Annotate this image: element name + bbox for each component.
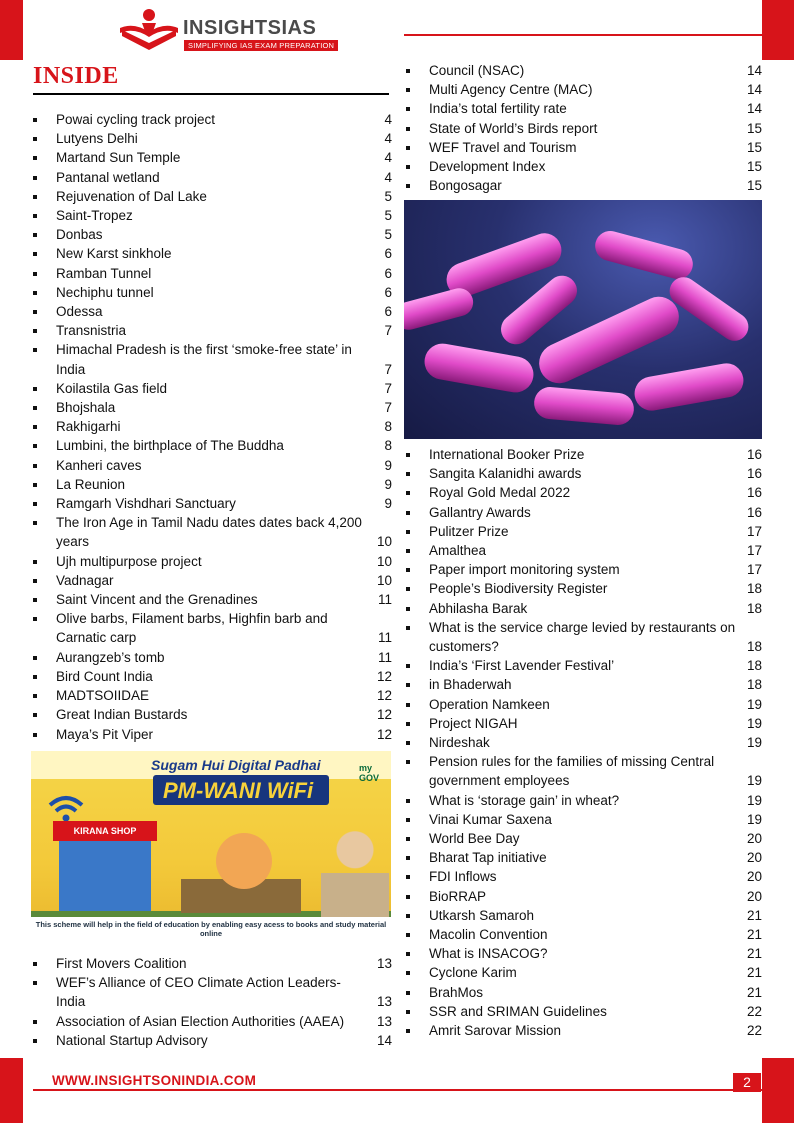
toc-entry[interactable] bbox=[404, 464, 762, 483]
toc-entry[interactable] bbox=[404, 99, 762, 118]
corner-bar-bottom-right bbox=[762, 1058, 794, 1123]
footer-rule bbox=[33, 1089, 762, 1091]
toc-entry[interactable] bbox=[404, 483, 762, 502]
toc-entry-page: 17 bbox=[746, 523, 762, 539]
toc-entry-title: World Bee Day bbox=[429, 831, 520, 847]
toc-entry-title: Paper import monitoring system bbox=[429, 562, 620, 578]
toc-entry[interactable] bbox=[31, 973, 392, 1011]
toc-entry[interactable] bbox=[31, 456, 392, 475]
toc-entry-page: 9 bbox=[384, 476, 392, 492]
toc-entry[interactable] bbox=[31, 168, 392, 187]
toc-entry-page: 21 bbox=[746, 984, 762, 1000]
toc-entry-title: Bird Count India bbox=[56, 668, 153, 684]
toc-entry[interactable] bbox=[31, 475, 392, 494]
toc-entry-title: Vadnagar bbox=[56, 572, 114, 588]
toc-entry-page: 17 bbox=[746, 562, 762, 578]
toc-entry[interactable] bbox=[31, 609, 392, 647]
toc-entry-page: 10 bbox=[376, 553, 392, 569]
toc-entry[interactable] bbox=[31, 148, 392, 167]
toc-right-bottom bbox=[404, 445, 762, 1040]
toc-entry-title: Project NIGAH bbox=[429, 715, 518, 731]
toc-entry[interactable] bbox=[404, 599, 762, 618]
toc-entry-page: 20 bbox=[746, 888, 762, 904]
toc-entry-page: 6 bbox=[384, 265, 392, 281]
toc-entry[interactable] bbox=[31, 398, 392, 417]
toc-entry[interactable] bbox=[404, 1002, 762, 1021]
toc-entry-title: Aurangzeb’s tomb bbox=[56, 649, 165, 665]
toc-entry-page: 4 bbox=[384, 131, 392, 147]
toc-entry-page: 13 bbox=[376, 1013, 392, 1029]
toc-entry-page: 9 bbox=[384, 457, 392, 473]
insightsias-logo bbox=[118, 6, 335, 56]
banner-main-text: PM-WANI WiFi bbox=[163, 778, 314, 803]
toc-entry[interactable] bbox=[31, 705, 392, 724]
toc-entry-title: Odessa bbox=[56, 304, 103, 320]
toc-entry-page: 7 bbox=[384, 380, 392, 396]
toc-entry-page: 15 bbox=[746, 120, 762, 136]
toc-entry-title: India’s ‘First Lavender Festival’ bbox=[429, 658, 615, 674]
toc-entry[interactable] bbox=[404, 906, 762, 925]
toc-entry-page: 16 bbox=[746, 447, 762, 462]
toc-entry[interactable] bbox=[31, 667, 392, 686]
toc-entry-page: 18 bbox=[746, 600, 762, 616]
toc-entry-title: Lumbini, the birthplace of The Buddha bbox=[56, 438, 284, 454]
toc-entry-title: Powai cycling track project bbox=[56, 112, 216, 127]
toc-entry[interactable] bbox=[31, 129, 392, 148]
toc-entry-page: 20 bbox=[746, 869, 762, 885]
toc-entry[interactable] bbox=[31, 206, 392, 225]
toc-entry-page: 6 bbox=[384, 246, 392, 262]
toc-entry-title: Nirdeshak bbox=[429, 735, 490, 751]
toc-entry-title: Saint Vincent and the Grenadines bbox=[56, 592, 258, 608]
toc-entry[interactable] bbox=[404, 714, 762, 733]
toc-entry[interactable] bbox=[404, 810, 762, 829]
toc-entry-title: Council (NSAC) bbox=[429, 63, 525, 78]
shop-sign: KIRANA SHOP bbox=[53, 821, 157, 841]
toc-entry-page: 15 bbox=[746, 178, 762, 194]
toc-entry-page: 8 bbox=[384, 419, 392, 435]
toc-entry-page: 9 bbox=[384, 496, 392, 512]
toc-entry-page: 7 bbox=[384, 361, 392, 377]
toc-entry-page: 8 bbox=[384, 438, 392, 454]
toc-entry-title: Bharat Tap initiative bbox=[429, 850, 547, 866]
toc-entry-page: 22 bbox=[746, 1023, 762, 1039]
toc-entry-page: 4 bbox=[384, 150, 392, 166]
shop-illustration bbox=[59, 829, 151, 919]
toc-entry[interactable] bbox=[404, 138, 762, 157]
toc-entry[interactable] bbox=[404, 503, 762, 522]
toc-entry[interactable] bbox=[404, 925, 762, 944]
toc-entry-title: Sangita Kalanidhi awards bbox=[429, 466, 582, 482]
toc-entry-title: Operation Namkeen bbox=[429, 696, 550, 712]
toc-entry[interactable] bbox=[31, 1031, 392, 1050]
toc-entry[interactable] bbox=[31, 340, 392, 378]
toc-entry[interactable] bbox=[404, 791, 762, 810]
toc-entry[interactable] bbox=[31, 264, 392, 283]
toc-entry-title: Gallantry Awards bbox=[429, 504, 531, 520]
toc-entry-page: 20 bbox=[746, 850, 762, 866]
toc-entry-page: 16 bbox=[746, 485, 762, 501]
toc-entry-title: Himachal Pradesh is the first ‘smoke-free state’ in India bbox=[56, 342, 352, 377]
toc-entry[interactable] bbox=[404, 963, 762, 982]
toc-entry-page: 19 bbox=[746, 715, 762, 731]
toc-entry[interactable] bbox=[404, 848, 762, 867]
toc-entry-page: 14 bbox=[746, 82, 762, 98]
toc-entry-page: 7 bbox=[384, 323, 392, 339]
toc-entry[interactable] bbox=[404, 887, 762, 906]
toc-entry[interactable] bbox=[404, 618, 762, 656]
toc-entry-page: 6 bbox=[384, 284, 392, 300]
toc-entry-page: 14 bbox=[746, 63, 762, 78]
toc-entry-title: BrahMos bbox=[429, 984, 484, 1000]
toc-entry-title: Martand Sun Temple bbox=[56, 150, 181, 166]
toc-entry[interactable] bbox=[404, 522, 762, 541]
toc-entry-page: 21 bbox=[746, 927, 762, 943]
toc-entry[interactable] bbox=[31, 244, 392, 263]
toc-entry-title: Nechiphu tunnel bbox=[56, 284, 154, 300]
toc-entry[interactable] bbox=[31, 436, 392, 455]
toc-entry[interactable] bbox=[404, 656, 762, 675]
toc-entry-title: Olive barbs, Filament barbs, Highfin barb and Carnatic carp bbox=[56, 611, 328, 646]
toc-entry-title: FDI Inflows bbox=[429, 869, 497, 885]
toc-entry[interactable] bbox=[404, 983, 762, 1002]
toc-entry-title: Ramgarh Vishdhari Sanctuary bbox=[56, 496, 236, 512]
toc-entry-title: Bongosagar bbox=[429, 178, 502, 194]
toc-entry-page: 6 bbox=[384, 304, 392, 320]
toc-entry-title: Abhilasha Barak bbox=[429, 600, 528, 616]
toc-entry[interactable] bbox=[404, 675, 762, 694]
toc-entry-title: Amalthea bbox=[429, 543, 487, 559]
toc-entry-title: The Iron Age in Tamil Nadu dates dates back 4,200 years bbox=[56, 515, 362, 550]
toc-entry[interactable] bbox=[31, 590, 392, 609]
toc-entry[interactable] bbox=[31, 110, 392, 129]
toc-entry-page: 10 bbox=[376, 572, 392, 588]
toc-entry[interactable] bbox=[31, 417, 392, 436]
toc-entry-title: Pantanal wetland bbox=[56, 169, 160, 185]
toc-entry-title: Pension rules for the families of missing Central government employees bbox=[429, 754, 715, 789]
toc-entry-page: 21 bbox=[746, 965, 762, 981]
toc-entry[interactable] bbox=[31, 954, 392, 973]
toc-entry[interactable] bbox=[404, 829, 762, 848]
toc-entry-page: 18 bbox=[746, 677, 762, 693]
toc-entry-page: 17 bbox=[746, 543, 762, 559]
toc-entry-title: Amrit Sarovar Mission bbox=[429, 1023, 562, 1039]
toc-entry-title: Bhojshala bbox=[56, 400, 116, 416]
toc-entry-title: State of World’s Birds report bbox=[429, 120, 598, 136]
toc-entry-page: 19 bbox=[746, 735, 762, 751]
toc-entry-page: 12 bbox=[376, 668, 392, 684]
toc-entry[interactable] bbox=[31, 571, 392, 590]
toc-entry-title: People’s Biodiversity Register bbox=[429, 581, 608, 597]
toc-entry-page: 5 bbox=[384, 188, 392, 204]
toc-entry-title: MADTSOIIDAE bbox=[56, 688, 150, 704]
toc-entry-page: 7 bbox=[384, 400, 392, 416]
toc-entry-page: 14 bbox=[376, 1032, 392, 1048]
toc-entry-page: 12 bbox=[376, 726, 392, 742]
toc-entry-page: 16 bbox=[746, 466, 762, 482]
toc-entry-page: 15 bbox=[746, 159, 762, 175]
toc-entry-page: 5 bbox=[384, 208, 392, 224]
toc-entry[interactable] bbox=[404, 61, 762, 80]
toc-entry-page: 11 bbox=[377, 592, 392, 608]
toc-entry-title: First Movers Coalition bbox=[56, 956, 187, 971]
toc-entry-title: Rakhigarhi bbox=[56, 419, 121, 435]
child-illustration bbox=[216, 833, 272, 889]
toc-entry-title: What is ‘storage gain’ in wheat? bbox=[429, 792, 620, 808]
toc-entry[interactable] bbox=[404, 1021, 762, 1040]
logo-tagline: SIMPLIFYING IAS EXAM PREPARATION bbox=[184, 40, 338, 51]
toc-entry-page: 11 bbox=[377, 630, 392, 646]
section-title: INSIDE bbox=[33, 63, 119, 89]
toc-entry-title: Development Index bbox=[429, 159, 546, 175]
toc-entry-title: in Bhaderwah bbox=[429, 677, 512, 693]
toc-entry-page: 19 bbox=[746, 811, 762, 827]
toc-entry-title: International Booker Prize bbox=[429, 447, 585, 462]
toc-entry-title: Transnistria bbox=[56, 323, 127, 339]
toc-entry-page: 13 bbox=[376, 994, 392, 1010]
toc-entry-page: 15 bbox=[746, 139, 762, 155]
toc-entry-title: BioRRAP bbox=[429, 888, 487, 904]
toc-entry[interactable] bbox=[31, 321, 392, 340]
toc-entry[interactable] bbox=[404, 176, 762, 195]
logo-name: INSIGHTSIAS bbox=[183, 17, 317, 39]
toc-entry[interactable] bbox=[31, 283, 392, 302]
toc-entry-title: Utkarsh Samaroh bbox=[429, 907, 535, 923]
toc-entry-title: WEF’s Alliance of CEO Climate Action Leaders-India bbox=[56, 975, 341, 1010]
top-right-rule bbox=[404, 34, 762, 36]
toc-entry-page: 14 bbox=[746, 101, 762, 117]
pm-wani-banner bbox=[31, 751, 391, 939]
toc-entry-title: Multi Agency Centre (MAC) bbox=[429, 82, 593, 98]
toc-entry[interactable] bbox=[404, 445, 762, 464]
toc-entry-title: Maya’s Pit Viper bbox=[56, 726, 154, 742]
footer-url[interactable]: WWW.INSIGHTSONINDIA.COM bbox=[52, 1073, 257, 1088]
toc-entry-page: 20 bbox=[746, 831, 762, 847]
toc-entry-title: India’s total fertility rate bbox=[429, 101, 567, 117]
toc-entry[interactable] bbox=[31, 379, 392, 398]
toc-entry-page: 21 bbox=[746, 946, 762, 962]
toc-right-top bbox=[404, 61, 762, 195]
toc-entry-page: 22 bbox=[746, 1003, 762, 1019]
toc-entry-title: Donbas bbox=[56, 227, 103, 243]
toc-entry-page: 13 bbox=[376, 956, 392, 971]
toc-entry-title: Kanheri caves bbox=[56, 457, 142, 473]
toc-entry-title: Cyclone Karim bbox=[429, 965, 517, 981]
toc-entry-page: 11 bbox=[377, 649, 392, 665]
toc-entry-page: 19 bbox=[746, 773, 762, 789]
toc-entry[interactable] bbox=[31, 513, 392, 551]
toc-entry[interactable] bbox=[404, 541, 762, 560]
toc-entry-page: 12 bbox=[376, 707, 392, 723]
toc-entry[interactable] bbox=[404, 733, 762, 752]
toc-entry[interactable] bbox=[404, 80, 762, 99]
toc-entry-title: Saint-Tropez bbox=[56, 208, 133, 224]
toc-entry[interactable] bbox=[31, 1012, 392, 1031]
toc-entry[interactable] bbox=[404, 560, 762, 579]
toc-entry-title: Ujh multipurpose project bbox=[56, 553, 202, 569]
toc-entry-page: 4 bbox=[384, 112, 392, 127]
corner-bar-top-right bbox=[762, 0, 794, 60]
toc-entry-page: 18 bbox=[746, 658, 762, 674]
toc-entry-title: WEF Travel and Tourism bbox=[429, 139, 577, 155]
toc-entry-page: 4 bbox=[384, 169, 392, 185]
toc-entry-page: 19 bbox=[746, 792, 762, 808]
toc-entry-title: National Startup Advisory bbox=[56, 1032, 208, 1048]
toc-entry-title: Rejuvenation of Dal Lake bbox=[56, 188, 207, 204]
toc-entry-title: Vinai Kumar Saxena bbox=[429, 811, 552, 827]
toc-entry-title: Ramban Tunnel bbox=[56, 265, 152, 281]
person-illustration bbox=[321, 821, 389, 917]
toc-entry-page: 18 bbox=[746, 639, 762, 655]
toc-entry[interactable] bbox=[31, 686, 392, 705]
toc-entry-page: 12 bbox=[376, 688, 392, 704]
toc-entry[interactable] bbox=[31, 187, 392, 206]
toc-entry[interactable] bbox=[31, 494, 392, 513]
toc-entry[interactable] bbox=[31, 552, 392, 571]
toc-entry[interactable] bbox=[404, 579, 762, 598]
toc-left-bottom bbox=[31, 954, 392, 1050]
bacteria-image bbox=[404, 200, 762, 439]
toc-entry-title: Koilastila Gas field bbox=[56, 380, 168, 396]
book-reader-icon bbox=[118, 6, 180, 54]
banner-headline: Sugam Hui Digital Padhai bbox=[151, 757, 321, 773]
toc-entry[interactable] bbox=[404, 944, 762, 963]
toc-entry[interactable] bbox=[404, 119, 762, 138]
toc-entry-title: Lutyens Delhi bbox=[56, 131, 138, 147]
toc-entry-page: 18 bbox=[746, 581, 762, 597]
banner-footer-text: This scheme will help in the field of education by enabling easy acess to books and study material online bbox=[31, 917, 391, 939]
toc-entry[interactable] bbox=[404, 752, 762, 790]
toc-entry-page: 16 bbox=[746, 504, 762, 520]
toc-entry-page: 10 bbox=[376, 534, 392, 550]
toc-entry-page: 19 bbox=[746, 696, 762, 712]
corner-bar-top-left bbox=[0, 0, 23, 60]
toc-entry-page: 21 bbox=[746, 907, 762, 923]
toc-entry-title: Association of Asian Election Authorities (AAEA) bbox=[56, 1013, 345, 1029]
toc-entry[interactable] bbox=[404, 695, 762, 714]
section-title-rule bbox=[33, 93, 389, 95]
toc-entry[interactable] bbox=[31, 648, 392, 667]
toc-entry-title: What is INSACOG? bbox=[429, 946, 548, 962]
page-number: 2 bbox=[733, 1073, 761, 1092]
toc-entry[interactable] bbox=[31, 725, 392, 744]
toc-entry-title: Royal Gold Medal 2022 bbox=[429, 485, 571, 501]
toc-entry-title: New Karst sinkhole bbox=[56, 246, 172, 262]
toc-entry-title: Pulitzer Prize bbox=[429, 523, 509, 539]
toc-entry-page: 5 bbox=[384, 227, 392, 243]
corner-bar-bottom-left bbox=[0, 1058, 23, 1123]
toc-entry[interactable] bbox=[404, 157, 762, 176]
toc-entry[interactable] bbox=[31, 302, 392, 321]
mygov-logo: my GOV bbox=[359, 763, 380, 783]
toc-entry[interactable] bbox=[404, 867, 762, 886]
toc-left-top bbox=[31, 110, 392, 744]
toc-entry[interactable] bbox=[31, 225, 392, 244]
toc-entry-title: Macolin Convention bbox=[429, 927, 548, 943]
toc-entry-title: La Reunion bbox=[56, 476, 126, 492]
toc-entry-title: SSR and SRIMAN Guidelines bbox=[429, 1003, 607, 1019]
toc-entry-title: Great Indian Bustards bbox=[56, 707, 188, 723]
toc-entry-title: What is the service charge levied by restaurants on customers? bbox=[429, 619, 736, 655]
